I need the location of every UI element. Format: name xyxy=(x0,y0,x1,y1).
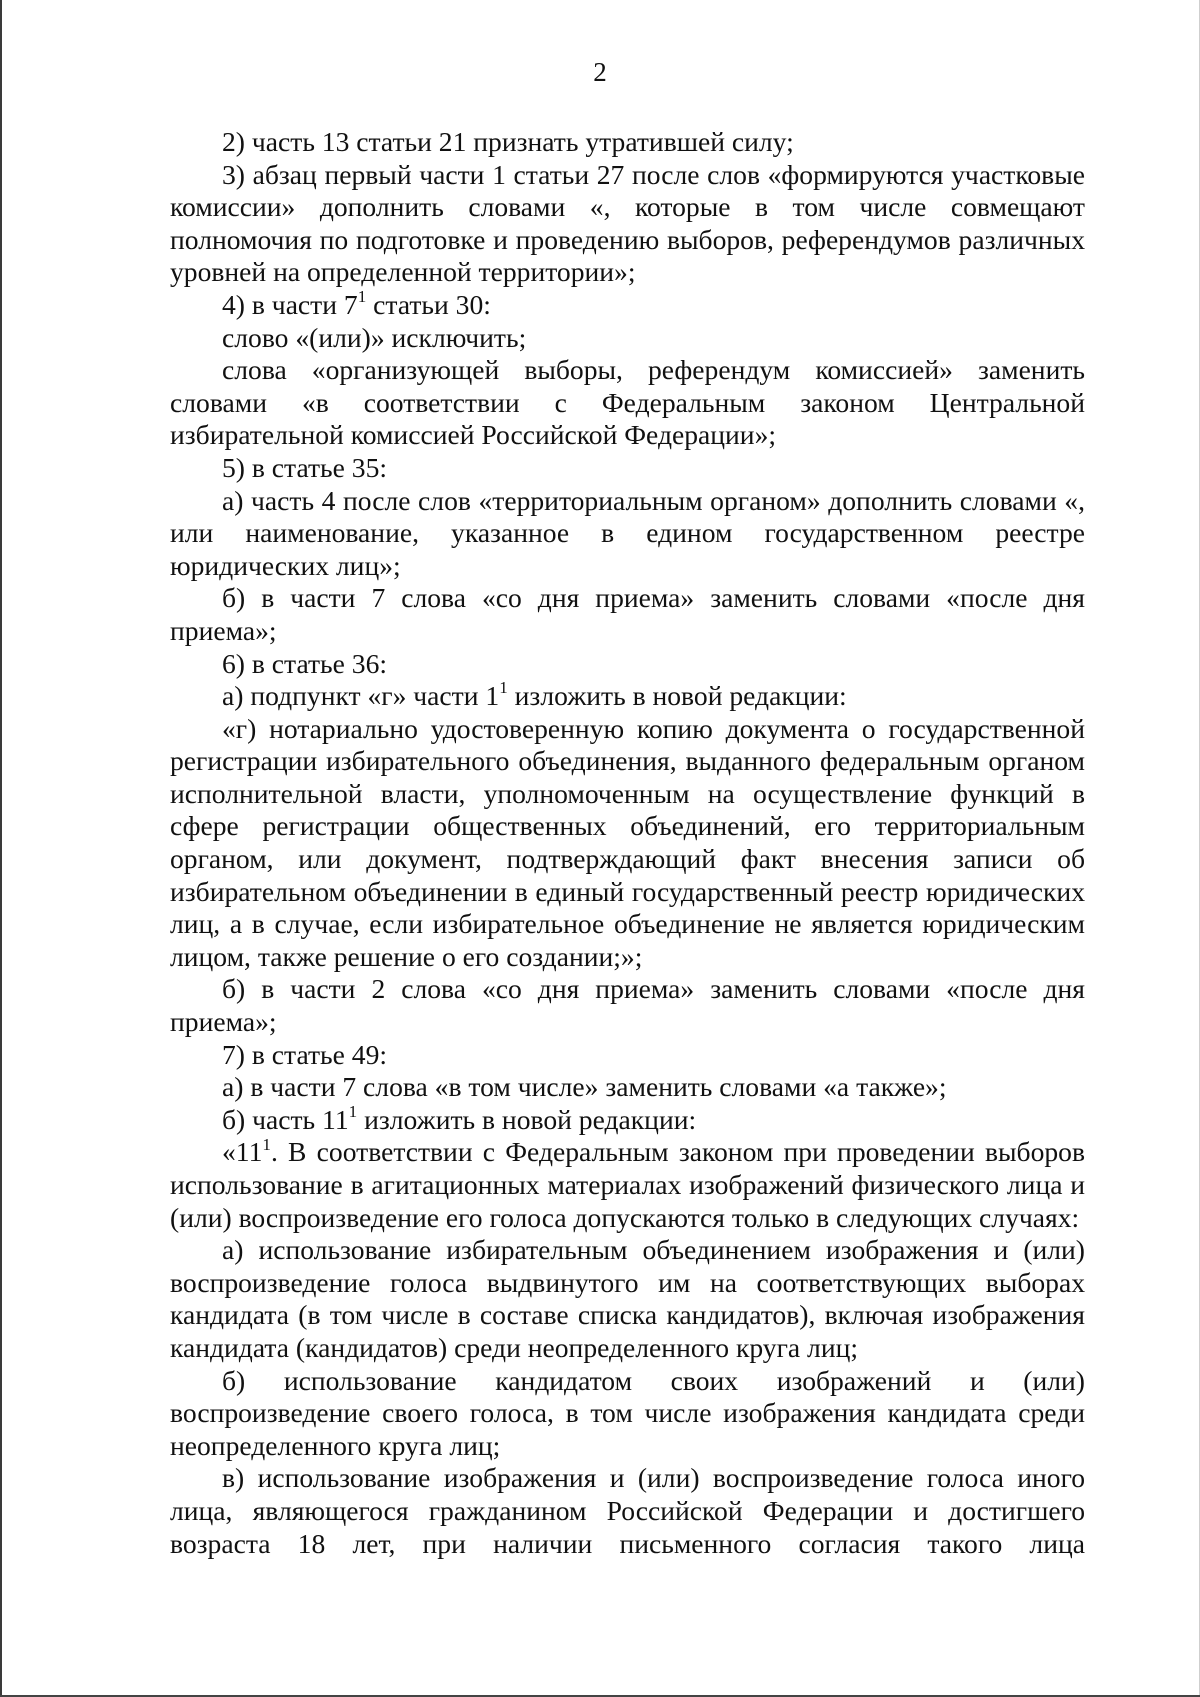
paragraph-case-v: в) использование изображения и (или) воспроизведение голоса иного лица, являющегося гражданином Российской Федерации и достигшего возраста 18 лет, при наличии письменного согласия такого лица xyxy=(170,1462,1085,1559)
paragraph-item-2: 2) часть 13 статьи 21 признать утратившей силу; xyxy=(222,126,794,157)
paragraph-subitem-g-text: «г) нотариально удостоверенную копию документа о государственной регистрации избирательного объединения, выданного федеральным органом исполнительной власти, уполномоченным на осуществление функций в сфере регистрации общественных объединений, его территориальным органом, или документ, подтверждающий факт внесения записи об избирательном объединении в единый государственный реестр юридических лиц, а в случае, если избирательное объединение не является юридическим лицом, также решение о его создании;»; xyxy=(170,712,1085,972)
paragraph-item-3: 3) абзац первый части 1 статьи 27 после слов «формируются участковые комиссии» дополнить словами «, которые в том числе совмещают полномочия по подготовке и проведению выборов, референдумов различных уровней на определенной территории»; xyxy=(170,158,1085,288)
paragraph-item-7b: б) часть $11^1$ изложить в новой редакции: xyxy=(222,1101,697,1135)
paragraph-case-b: б) использование кандидатом своих изображений и (или) воспроизведение своего голоса, в том числе изображения кандидата среди неопределенного круга лиц; xyxy=(170,1364,1085,1461)
paragraph-part-11-1-text: «$11^1$. В соответствии с Федеральным законом при проведении выборов использование в агитационных материалах изображений физического лица и (или) воспроизведение его голоса допускаются только в следующих случаях: xyxy=(170,1134,1085,1233)
paragraph-item-6a: а) подпункт «г» части $1^1$ изложить в новой редакции: xyxy=(222,678,847,712)
paragraph-item-6b: б) в части 2 слова «со дня приема» заменить словами «после дня приема»; xyxy=(170,973,1085,1038)
paragraph-word-ili-excluded: слово «(или)» исключить; xyxy=(222,321,527,353)
paragraph-item-7a: а) в части 7 слова «в том числе» заменить словами «а также»; xyxy=(222,1071,947,1103)
paragraph-item-7: 7) в статье 49: xyxy=(222,1038,388,1070)
paragraph-item-4: 4) в части $7^1$ статьи 30: xyxy=(222,287,491,320)
paragraph-words-replaced: слова «организующей выборы, референдум комиссией» заменить словами «в соответствии с Федеральным законом Центральной избирательной комиссией Российской Федерации»; xyxy=(170,354,1085,451)
paragraph-item-5b: б) в части 7 слова «со дня приема» заменить словами «после дня приема»; xyxy=(170,582,1085,646)
document-body xyxy=(170,126,1085,1560)
paragraph-case-a: а) использование избирательным объединением изображения и (или) воспроизведение голоса выдвинутого им на соответствующих выборах кандидата (в том числе в составе списка кандидатов), включая изображения кандидата (кандидатов) среди неопределенного круга лиц; xyxy=(170,1234,1085,1363)
paragraph-item-5a: а) часть 4 после слов «территориальным органом» дополнить словами «, или наименование, указанное в едином государственном реестре юридических лиц»; xyxy=(170,484,1085,581)
scan-edge-left xyxy=(0,0,2,1697)
paragraph-item-6: 6) в статье 36: xyxy=(222,647,388,679)
page-number: 2 xyxy=(593,57,607,87)
paragraph-item-5: 5) в статье 35: xyxy=(222,451,388,483)
